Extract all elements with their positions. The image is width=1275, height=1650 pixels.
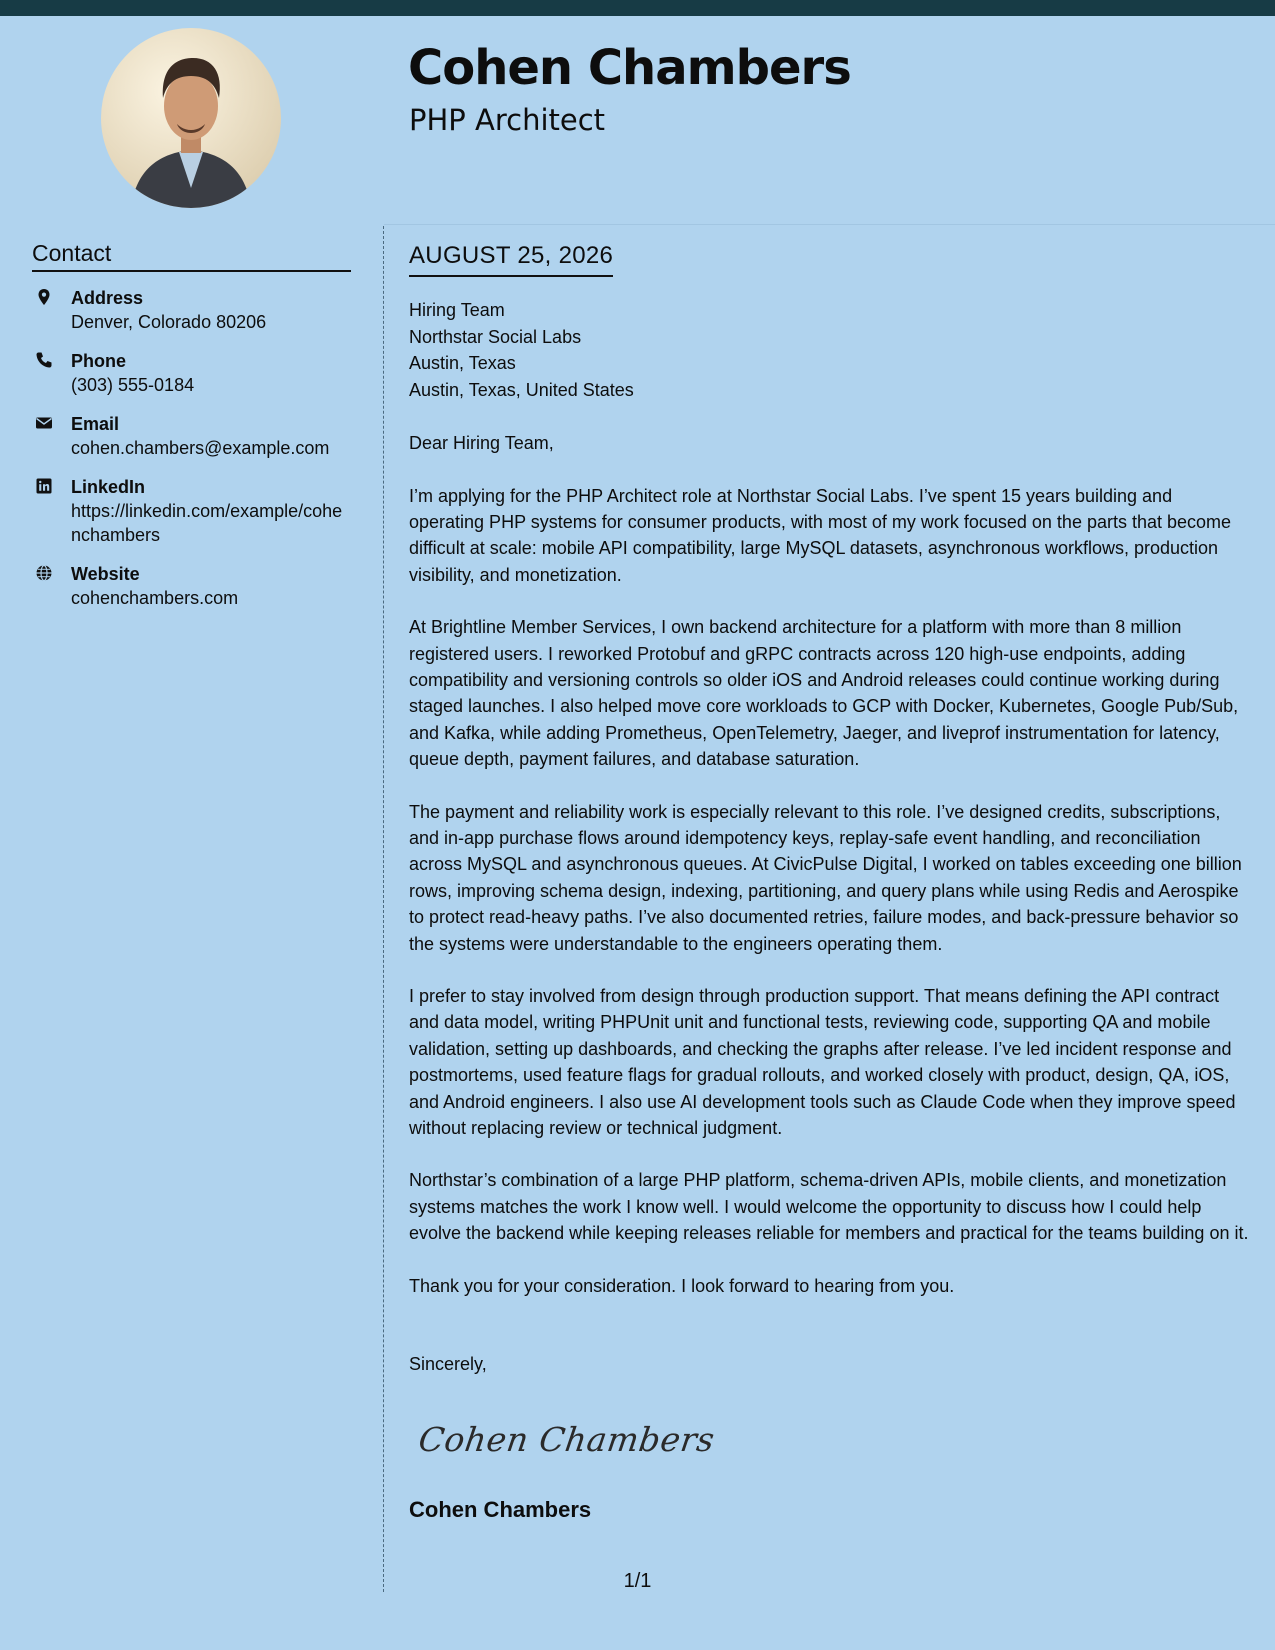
- location-pin-icon: [35, 288, 53, 306]
- salutation: Dear Hiring Team,: [409, 433, 554, 453]
- contact-value: Denver, Colorado 80206: [71, 312, 267, 332]
- letter-date: AUGUST 25, 2026: [409, 242, 613, 277]
- top-bar: [0, 0, 1275, 16]
- profile-photo: [101, 28, 281, 208]
- globe-icon: [35, 564, 53, 582]
- column-divider: [383, 226, 384, 1592]
- recipient-line: Northstar Social Labs: [409, 326, 582, 347]
- contact-website: [32, 562, 352, 610]
- contact-label: LinkedIn: [71, 477, 146, 497]
- page-number: 1/1: [623, 1570, 652, 1592]
- paragraph: The payment and reliability work is especially relevant to this role. I’ve designed credits, subscriptions, and in-app purchase flows around idempotency keys, replay-safe event handling, and reconciliation across MySQL and asynchronous queues. At CivicPulse Digital, I worked on tables exceeding one billion rows, improving schema design, indexing, partitioning, and query plans while using Redis and Aerospike to protect read-heavy paths. I’ve also documented retries, failure modes, and back-pressure behavior so the systems were understandable to the engineers operating them.: [409, 801, 1242, 954]
- contact-heading: Contact: [32, 240, 351, 272]
- contact-label: Phone: [71, 351, 127, 371]
- letter-body: [409, 242, 1249, 1523]
- contact-phone: [32, 349, 352, 397]
- header-divider: [384, 224, 1275, 225]
- phone-icon: [35, 351, 53, 369]
- paragraph: I’m applying for the PHP Architect role at Northstar Social Labs. I’ve spent 15 years building and operating PHP systems for consumer products, with most of my work focused on the parts that become difficult at scale: mobile API compatibility, large MySQL datasets, asynchronous workflows, production visibility, and monetization.: [409, 485, 1232, 585]
- linkedin-icon: [35, 477, 53, 495]
- recipient-line: Austin, Texas, United States: [409, 379, 634, 400]
- contact-email: [32, 412, 352, 460]
- contact-label: Address: [71, 288, 144, 308]
- recipient-block: [409, 297, 1249, 403]
- contact-value: cohen.chambers@example.com: [71, 438, 330, 458]
- paragraph: At Brightline Member Services, I own backend architecture for a platform with more than 8 million registered users. I reworked Protobuf and gRPC contracts across 120 high-use endpoints, adding compatibility and versioning controls so older iOS and Android releases could continue working during staged launches. I also helped move core workloads to GCP with Docker, Kubernetes, Google Pub/Sub, and Kafka, while adding Prometheus, OpenTelemetry, Jaeger, and liveprof instrumentation for latency, queue depth, payment failures, and database saturation.: [409, 617, 1239, 770]
- paragraph: Thank you for your consideration. I look forward to hearing from you.: [409, 1275, 955, 1296]
- candidate-title: PHP Architect: [409, 103, 606, 137]
- contact-label: Email: [71, 414, 120, 434]
- contact-value[interactable]: https://linkedin.com/example/cohenchambers: [71, 501, 343, 545]
- paragraph: Northstar’s combination of a large PHP platform, schema-driven APIs, mobile clients, and monetization systems matches the work I know well. I would welcome the opportunity to discuss how I could help evolve the backend while keeping releases reliable for members and practical for the teams building on it.: [409, 1170, 1249, 1244]
- handwritten-signature: Cohen Chambers: [416, 1420, 718, 1460]
- contact-linkedin: [32, 475, 352, 547]
- paragraph: I prefer to stay involved from design through production support. That means defining the API contract and data model, writing PHPUnit unit and functional tests, reviewing code, supporting QA and mobile validation, setting up dashboards, and checking the graphs after release. I’ve led incident response and postmortems, used feature flags for gradual rollouts, and worked closely with product, design, QA, iOS, and Android engineers. I also use AI development tools such as Claude Code when they improve speed without replacing review or technical judgment.: [409, 986, 1236, 1139]
- contact-label: Website: [71, 564, 140, 584]
- closing: Sincerely,: [409, 1354, 487, 1375]
- recipient-line: Hiring Team: [409, 300, 505, 320]
- envelope-icon: [35, 414, 53, 432]
- signer-name: Cohen Chambers: [409, 1497, 592, 1523]
- contact-value[interactable]: cohenchambers.com: [71, 588, 239, 608]
- candidate-name: Cohen Chambers: [408, 40, 851, 96]
- recipient-line: Austin, Texas: [409, 353, 516, 373]
- contact-value: (303) 555-0184: [71, 375, 195, 395]
- contact-address: [32, 286, 352, 334]
